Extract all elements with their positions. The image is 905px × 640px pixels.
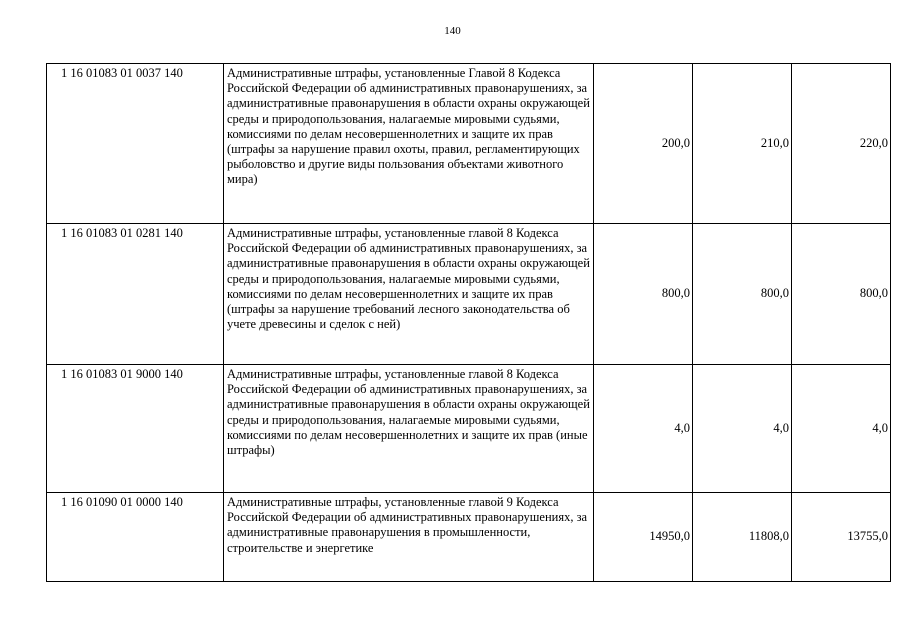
revenue-code-cell: 1 16 01090 01 0000 140 xyxy=(47,493,224,582)
amount-year-1-cell: 200,0 xyxy=(594,64,693,224)
amount-year-3-cell: 13755,0 xyxy=(792,493,891,582)
revenue-description-cell: Административные штрафы, установленные главой 8 Кодекса Российской Федерации об административных правонарушениях, за административные правонарушения в области охраны окружающей среды и природопользования, налагаемые мировыми судьями, комиссиями по делам несовершеннолетних и защите их прав (штрафы за нарушение требований лесного законодательства об учете древесины и сделок с ней) xyxy=(224,224,594,365)
revenue-description-cell: Административные штрафы, установленные главой 8 Кодекса Российской Федерации об административных правонарушениях, за административные правонарушения в области охраны окружающей среды и природопользования, налагаемые мировыми судьями, комиссиями по делам несовершеннолетних и защите их прав (иные штрафы) xyxy=(224,365,594,493)
amount-year-2-cell: 210,0 xyxy=(693,64,792,224)
amount-year-1-cell: 14950,0 xyxy=(594,493,693,582)
table-row xyxy=(47,365,891,493)
amount-year-2-cell: 11808,0 xyxy=(693,493,792,582)
amount-year-2-cell: 4,0 xyxy=(693,365,792,493)
revenue-code-cell: 1 16 01083 01 0037 140 xyxy=(47,64,224,224)
amount-year-3-cell: 800,0 xyxy=(792,224,891,365)
amount-year-1-cell: 4,0 xyxy=(594,365,693,493)
amount-year-3-cell: 4,0 xyxy=(792,365,891,493)
amount-year-3-cell: 220,0 xyxy=(792,64,891,224)
revenue-description-cell: Административные штрафы, установленные главой 9 Кодекса Российской Федерации об административных правонарушениях, за административные правонарушения в промышленности, строительстве и энергетике xyxy=(224,493,594,582)
revenue-code-cell: 1 16 01083 01 9000 140 xyxy=(47,365,224,493)
table-body xyxy=(47,64,891,582)
budget-revenue-table xyxy=(46,63,891,582)
amount-year-2-cell: 800,0 xyxy=(693,224,792,365)
amount-year-1-cell: 800,0 xyxy=(594,224,693,365)
page-number: 140 xyxy=(444,25,461,37)
table-row xyxy=(47,493,891,582)
revenue-description-cell: Административные штрафы, установленные Главой 8 Кодекса Российской Федерации об административных правонарушениях, за административные правонарушения в области охраны окружающей среды и природопользования, налагаемые мировыми судьями, комиссиями по делам несовершеннолетних и защите их прав (штрафы за нарушение правил охоты, правил, регламентирующих рыболовство и другие виды пользования объектами животного мира) xyxy=(224,64,594,224)
table-row xyxy=(47,64,891,224)
table-row xyxy=(47,224,891,365)
revenue-code-cell: 1 16 01083 01 0281 140 xyxy=(47,224,224,365)
